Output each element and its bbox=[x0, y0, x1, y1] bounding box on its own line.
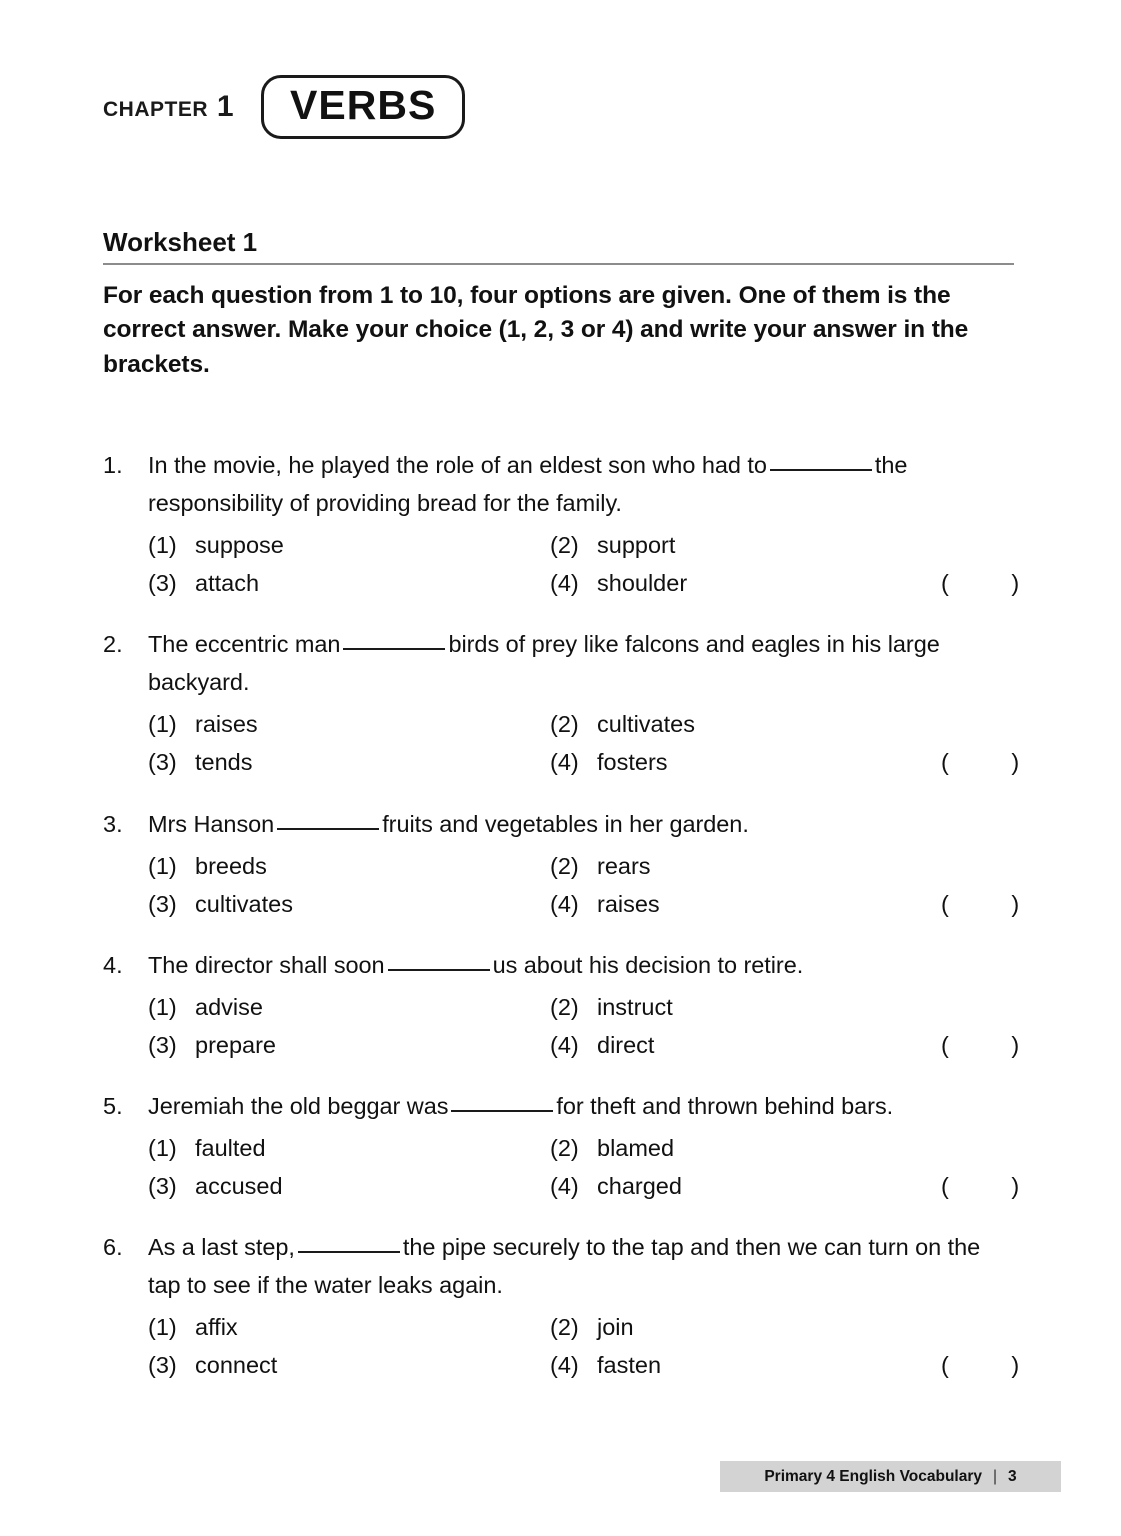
option-label: cultivates bbox=[195, 890, 293, 917]
question-number: 1. bbox=[103, 452, 123, 478]
option-marker: (2) bbox=[550, 993, 579, 1020]
chapter-label bbox=[103, 92, 234, 122]
option-4[interactable] bbox=[550, 1026, 654, 1064]
option-label: tends bbox=[195, 749, 253, 776]
option-2[interactable] bbox=[550, 1129, 674, 1167]
question-text bbox=[148, 446, 1014, 522]
question-list bbox=[103, 446, 1048, 1407]
option-label: fosters bbox=[597, 749, 668, 776]
question-number: 6. bbox=[103, 1234, 123, 1261]
answer-blank[interactable] bbox=[298, 1251, 400, 1253]
answer-blank[interactable] bbox=[388, 969, 490, 971]
option-marker: (1) bbox=[148, 532, 177, 559]
option-label: attach bbox=[195, 570, 260, 597]
option-marker: (2) bbox=[550, 1134, 579, 1161]
answer-bracket[interactable]: ( ) bbox=[941, 890, 1048, 917]
option-label: advise bbox=[195, 993, 263, 1020]
option-3[interactable] bbox=[148, 1167, 550, 1205]
option-marker: (3) bbox=[148, 1031, 177, 1058]
question-text-before: In the movie, he played the role of an eldest son who had to bbox=[148, 452, 767, 478]
option-label: support bbox=[597, 532, 676, 559]
answer-blank[interactable] bbox=[277, 828, 379, 830]
option-row bbox=[148, 1026, 1014, 1064]
option-marker: (4) bbox=[550, 749, 579, 776]
option-marker: (4) bbox=[550, 570, 579, 597]
option-label: breeds bbox=[195, 852, 267, 879]
question-item bbox=[103, 1228, 1048, 1384]
option-marker: (3) bbox=[148, 749, 177, 776]
option-3[interactable] bbox=[148, 564, 550, 602]
option-3[interactable] bbox=[148, 885, 550, 923]
option-row bbox=[148, 743, 1014, 781]
option-label: affix bbox=[195, 1314, 238, 1341]
footer-separator: | bbox=[993, 1467, 998, 1485]
question-item bbox=[103, 446, 1048, 602]
option-row bbox=[148, 1346, 1014, 1384]
worksheet-divider bbox=[103, 263, 1014, 265]
option-label: prepare bbox=[195, 1031, 276, 1058]
question-number: 3. bbox=[103, 810, 123, 837]
question-item bbox=[103, 805, 1048, 923]
answer-bracket[interactable]: ( ) bbox=[941, 1352, 1048, 1379]
question-text-after: the pipe securely to the tap and then we can turn on the tap to see if the water leaks again. bbox=[148, 1234, 981, 1299]
option-4[interactable] bbox=[550, 1167, 682, 1205]
question-item bbox=[103, 1087, 1048, 1205]
question-text bbox=[148, 1087, 1014, 1125]
question-text-after: birds of prey like falcons and eagles in his large backyard. bbox=[148, 631, 940, 696]
footer-content bbox=[764, 1468, 1016, 1486]
option-marker: (3) bbox=[148, 570, 177, 597]
question-text bbox=[148, 625, 1014, 701]
option-3[interactable] bbox=[148, 1346, 550, 1384]
worksheet-instructions: For each question from 1 to 10, four options are given. One of them is the correct answer. Make your choice (1, 2, 3 or 4) and write your answer in the brackets. bbox=[103, 281, 969, 379]
option-grid bbox=[148, 988, 1048, 1064]
option-row bbox=[148, 526, 1014, 564]
answer-blank[interactable] bbox=[451, 1110, 553, 1112]
question-number: 4. bbox=[103, 951, 123, 978]
answer-bracket[interactable]: ( ) bbox=[941, 570, 1048, 597]
question-text-before: As a last step, bbox=[148, 1234, 295, 1261]
option-marker: (3) bbox=[148, 1173, 177, 1199]
chapter-label-word: chapter bbox=[103, 90, 209, 123]
page-footer bbox=[720, 1461, 1061, 1492]
option-grid bbox=[148, 705, 1048, 781]
question-item bbox=[103, 625, 1048, 781]
footer-book-title: Primary 4 English Vocabulary bbox=[764, 1467, 982, 1485]
option-marker: (4) bbox=[550, 890, 579, 917]
question-text-after: the responsibility of providing bread for the family. bbox=[148, 452, 908, 517]
option-label: fasten bbox=[597, 1352, 662, 1379]
answer-bracket[interactable]: ( ) bbox=[941, 1173, 1048, 1199]
option-2[interactable] bbox=[550, 1308, 634, 1346]
option-grid bbox=[148, 1308, 1048, 1384]
question-text-after: us about his decision to retire. bbox=[492, 951, 804, 978]
question-text-before: Jeremiah the old beggar was bbox=[148, 1092, 449, 1119]
worksheet-header bbox=[103, 228, 1014, 383]
option-label: connect bbox=[195, 1352, 278, 1379]
option-label: cultivates bbox=[597, 711, 695, 738]
option-grid bbox=[148, 1129, 1048, 1205]
option-marker: (1) bbox=[148, 1134, 177, 1161]
option-marker: (2) bbox=[550, 711, 579, 738]
answer-blank[interactable] bbox=[343, 648, 445, 650]
question-item bbox=[103, 946, 1048, 1064]
option-4[interactable] bbox=[550, 743, 668, 781]
option-marker: (1) bbox=[148, 1314, 177, 1341]
option-label: faulted bbox=[195, 1134, 266, 1161]
option-row bbox=[148, 564, 1014, 602]
option-1[interactable] bbox=[148, 1308, 550, 1346]
option-4[interactable] bbox=[550, 1346, 661, 1384]
option-row bbox=[148, 1167, 1014, 1205]
chapter-title: VERBS bbox=[290, 82, 437, 128]
question-text-before: The eccentric man bbox=[148, 631, 341, 658]
option-marker: (2) bbox=[550, 532, 579, 559]
option-row bbox=[148, 1129, 1014, 1167]
option-marker: (4) bbox=[550, 1031, 579, 1058]
option-marker: (1) bbox=[148, 711, 177, 738]
option-1[interactable] bbox=[148, 705, 550, 743]
option-label: join bbox=[597, 1314, 634, 1341]
question-text bbox=[148, 1228, 1014, 1304]
chapter-header bbox=[103, 72, 465, 142]
option-4[interactable] bbox=[550, 564, 687, 602]
chapter-number: 1 bbox=[216, 90, 235, 123]
option-marker: (4) bbox=[550, 1173, 579, 1199]
option-3[interactable] bbox=[148, 743, 550, 781]
option-row bbox=[148, 705, 1014, 743]
option-marker: (4) bbox=[550, 1352, 579, 1379]
question-text bbox=[148, 946, 1014, 984]
option-row bbox=[148, 1308, 1014, 1346]
option-marker: (1) bbox=[148, 993, 177, 1020]
option-marker: (3) bbox=[148, 1352, 177, 1379]
answer-blank[interactable] bbox=[770, 469, 872, 471]
question-text-before: The director shall soon bbox=[148, 951, 385, 978]
option-marker: (3) bbox=[148, 890, 177, 917]
option-2[interactable] bbox=[550, 526, 675, 564]
option-1[interactable] bbox=[148, 988, 550, 1026]
question-number: 5. bbox=[103, 1092, 123, 1119]
option-label: direct bbox=[597, 1031, 655, 1058]
option-4[interactable] bbox=[550, 885, 660, 923]
option-label: raises bbox=[597, 890, 660, 917]
option-label: suppose bbox=[195, 532, 284, 559]
option-marker: (1) bbox=[148, 852, 177, 879]
option-2[interactable] bbox=[550, 705, 695, 743]
option-grid bbox=[148, 526, 1048, 602]
option-label: charged bbox=[597, 1173, 682, 1199]
option-marker: (2) bbox=[550, 1314, 579, 1341]
option-1[interactable] bbox=[148, 847, 550, 885]
answer-bracket[interactable]: ( ) bbox=[941, 749, 1048, 776]
option-grid bbox=[148, 847, 1048, 923]
answer-bracket[interactable]: ( ) bbox=[941, 1031, 1048, 1058]
option-label: accused bbox=[195, 1173, 283, 1199]
option-row bbox=[148, 988, 1014, 1026]
question-number: 2. bbox=[103, 631, 123, 658]
option-label: raises bbox=[195, 711, 258, 738]
question-text-after: for theft and thrown behind bars. bbox=[556, 1092, 894, 1119]
option-label: rears bbox=[597, 852, 651, 879]
footer-page-number: 3 bbox=[1008, 1467, 1017, 1485]
question-text-before: Mrs Hanson bbox=[148, 810, 275, 837]
option-1[interactable] bbox=[148, 1129, 550, 1167]
option-1[interactable] bbox=[148, 526, 550, 564]
option-marker: (2) bbox=[550, 852, 579, 879]
chapter-title-box bbox=[261, 75, 465, 139]
question-text-after: fruits and vegetables in her garden. bbox=[382, 810, 749, 837]
option-label: shoulder bbox=[597, 570, 688, 597]
option-3[interactable] bbox=[148, 1026, 550, 1064]
option-label: blamed bbox=[597, 1134, 675, 1161]
option-row bbox=[148, 885, 1014, 923]
option-label: instruct bbox=[597, 993, 673, 1020]
question-text bbox=[148, 805, 1014, 843]
worksheet-title: Worksheet 1 bbox=[103, 227, 258, 257]
option-row bbox=[148, 847, 1014, 885]
option-2[interactable] bbox=[550, 847, 651, 885]
option-2[interactable] bbox=[550, 988, 673, 1026]
